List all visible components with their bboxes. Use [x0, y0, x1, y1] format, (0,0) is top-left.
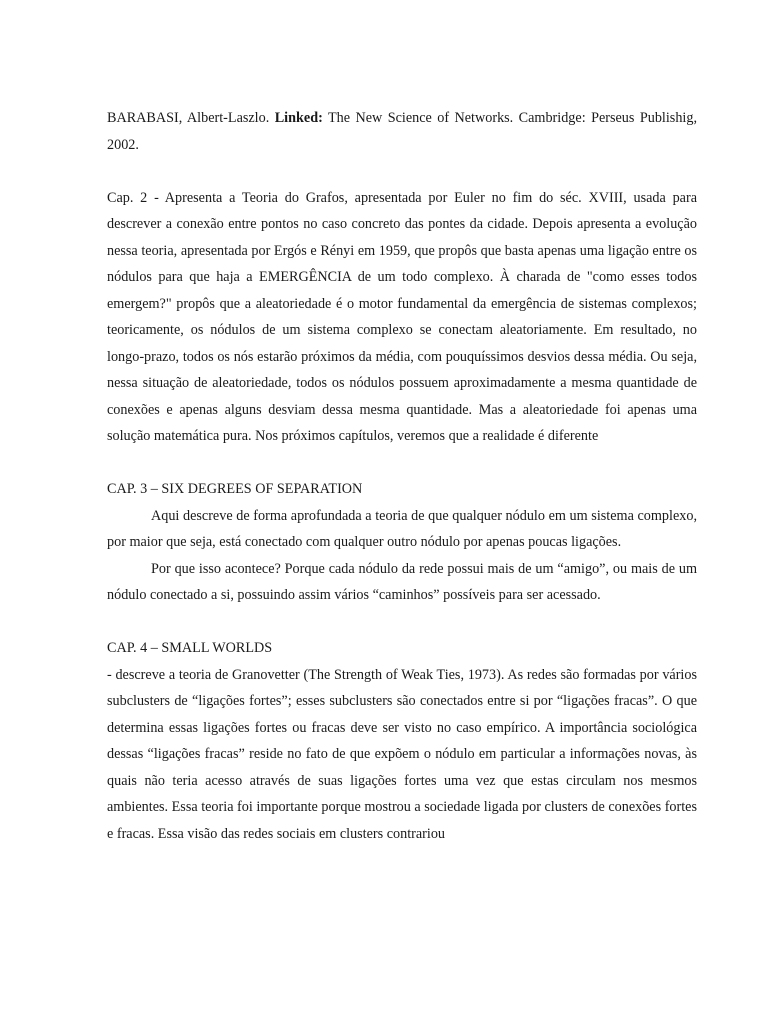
cap2-paragraph: Cap. 2 - Apresenta a Teoria do Grafos, apresentada por Euler no fim do séc. XVIII, usada para descrever a conexão entre pontos no caso concreto das pontes da cidade. Depois apresenta a evolução nessa teoria, apresentada por Ergós e Rényi em 1959, que propôs que basta apenas uma ligação entre os nódulos para que haja a EMERGÊNCIA de um todo complexo. À charada de "como esses todos emergem?" propôs que a aleatoriedade é o motor fundamental da emergência de sistemas complexos; teoricamente, os nódulos de um sistema complexo se conectam aleatoriamente. Em resultado, no longo-prazo, todos os nós estarão próximos da média, com pouquíssimos desvios dessa média. Ou seja, nessa situação de aleatoriedade, todos os nódulos possuem aproximadamente a mesma quantidade de conexões e apenas alguns desviam dessa mesma quantidade. Mas a aleatoriedade foi apenas uma solução matemática pura. Nos próximos capítulos, veremos que a realidade é diferente [107, 189, 697, 444]
spacer [107, 450, 697, 477]
cap4-paragraph: - descreve a teoria de Granovetter (The Strength of Weak Ties, 1973). As redes são formadas por vários subclusters de “ligações fortes”; esses subclusters são conectados entre si por “ligações fracas”. O que determina essas ligações fortes ou fracas deve ser visto no caso empírico. A importância sociológica dessas “ligações fracas” reside no fato de que expõem o nódulo em particular a informações novas, às quais não teria acesso através de suas ligações fortes uma vez que estas circulam nos mesmos ambientes. Essa teoria foi importante porque mostrou a sociedade ligada por clusters de conexões fortes e fracas. Essa visão das redes sociais em clusters contrariou [107, 666, 697, 842]
cap3-heading: CAP. 3 – SIX DEGREES OF SEPARATION [107, 481, 363, 497]
cap4-heading: CAP. 4 – SMALL WORLDS [107, 640, 273, 656]
cap3-paragraph-1: Aqui descreve de forma aprofundada a teoria de que qualquer nódulo em um sistema complexo, por maior que seja, está conectado com qualquer outro nódulo por apenas poucas ligações. [107, 507, 697, 550]
document-page [107, 105, 697, 847]
reference-authors: BARABASI, Albert-Laszlo. [107, 110, 270, 126]
cap3-paragraph-2: Por que isso acontece? Porque cada nódulo da rede possui mais de um “amigo”, ou mais de um nódulo conectado a si, possuindo assim vários “caminhos” possíveis para ser acessado. [107, 560, 697, 603]
spacer [107, 158, 697, 185]
reference-citation [107, 105, 697, 158]
reference-title: Linked: [274, 110, 323, 126]
spacer [107, 609, 697, 636]
reference-details: The New Science of Networks. Cambridge: Perseus Publishig, 2002. [107, 110, 698, 153]
